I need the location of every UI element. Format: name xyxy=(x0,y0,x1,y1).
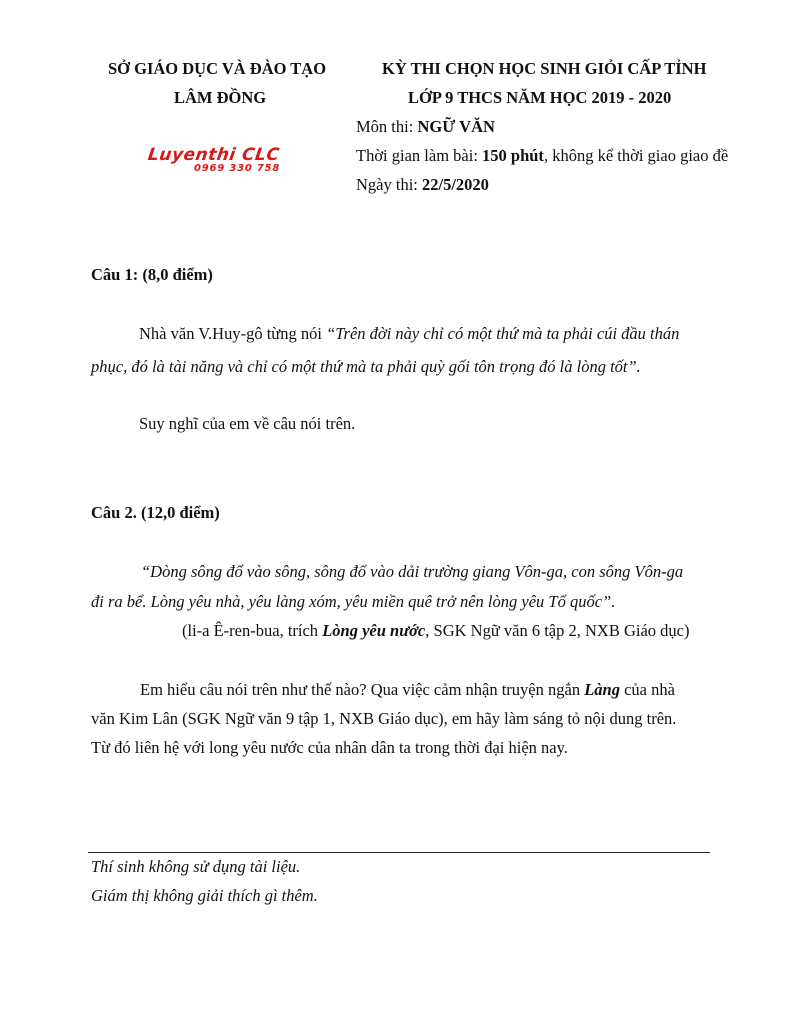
question2-task-line2: văn Kim Lân (SGK Ngữ văn 9 tập 1, NXB Giáo dục), em hãy làm sáng tỏ nội dung trên. xyxy=(91,709,677,728)
question2-quote-line2: đi ra bể. Lòng yêu nhà, yêu làng xóm, yêu miền quê trở nên lòng yêu Tổ quốc”. xyxy=(91,592,616,611)
footer-divider xyxy=(88,852,710,853)
exam-date: Ngày thi: 22/5/2020 xyxy=(356,175,489,194)
exam-duration: Thời gian làm bài: 150 phút, không kể thời giao giao đề xyxy=(356,146,729,165)
question1-heading: Câu 1: (8,0 điểm) xyxy=(91,265,213,284)
question1-quote-line2: phục, đó là tài năng và chỉ có một thứ mà ta phải quỳ gối tôn trọng đó là lòng tốt”. xyxy=(91,357,641,376)
department-name: SỞ GIÁO DỤC VÀ ĐÀO TẠO xyxy=(108,59,327,78)
footer-note-materials: Thí sinh không sử dụng tài liệu. xyxy=(91,857,301,876)
question1-quote-line1: Nhà văn V.Huy-gô từng nói “Trên đời này chỉ có một thứ mà ta phải cúi đầu thán xyxy=(139,324,680,343)
question2-task-line3: Từ đó liên hệ với long yêu nước của nhân dân ta trong thời đại hiện nay. xyxy=(91,738,568,757)
footer-note-proctor: Giám thị không giải thích gì thêm. xyxy=(91,886,318,905)
question2-quote-line1: “Dòng sông đổ vào sông, sông đổ vào dải trường giang Vôn-ga, con sông Vôn-ga xyxy=(141,562,684,581)
province-name: LÂM ĐỒNG xyxy=(174,88,267,107)
exam-subject: Môn thi: NGỮ VĂN xyxy=(356,117,495,136)
luyenthi-logo: Luyenthi CLC 0969 330 758 xyxy=(146,145,281,174)
exam-grade-year: LỚP 9 THCS NĂM HỌC 2019 - 2020 xyxy=(408,88,672,107)
question1-task: Suy nghĩ của em về câu nói trên. xyxy=(139,414,356,433)
question2-source: (li-a Ê-ren-bua, trích Lòng yêu nước, SGK Ngữ văn 6 tập 2, NXB Giáo dục) xyxy=(182,621,690,640)
exam-title: KỲ THI CHỌN HỌC SINH GIỎI CẤP TỈNH xyxy=(382,59,707,78)
question2-task-line1: Em hiểu câu nói trên như thế nào? Qua việc cảm nhận truyện ngắn Làng của nhà xyxy=(140,680,675,699)
question2-heading: Câu 2. (12,0 điểm) xyxy=(91,503,220,522)
